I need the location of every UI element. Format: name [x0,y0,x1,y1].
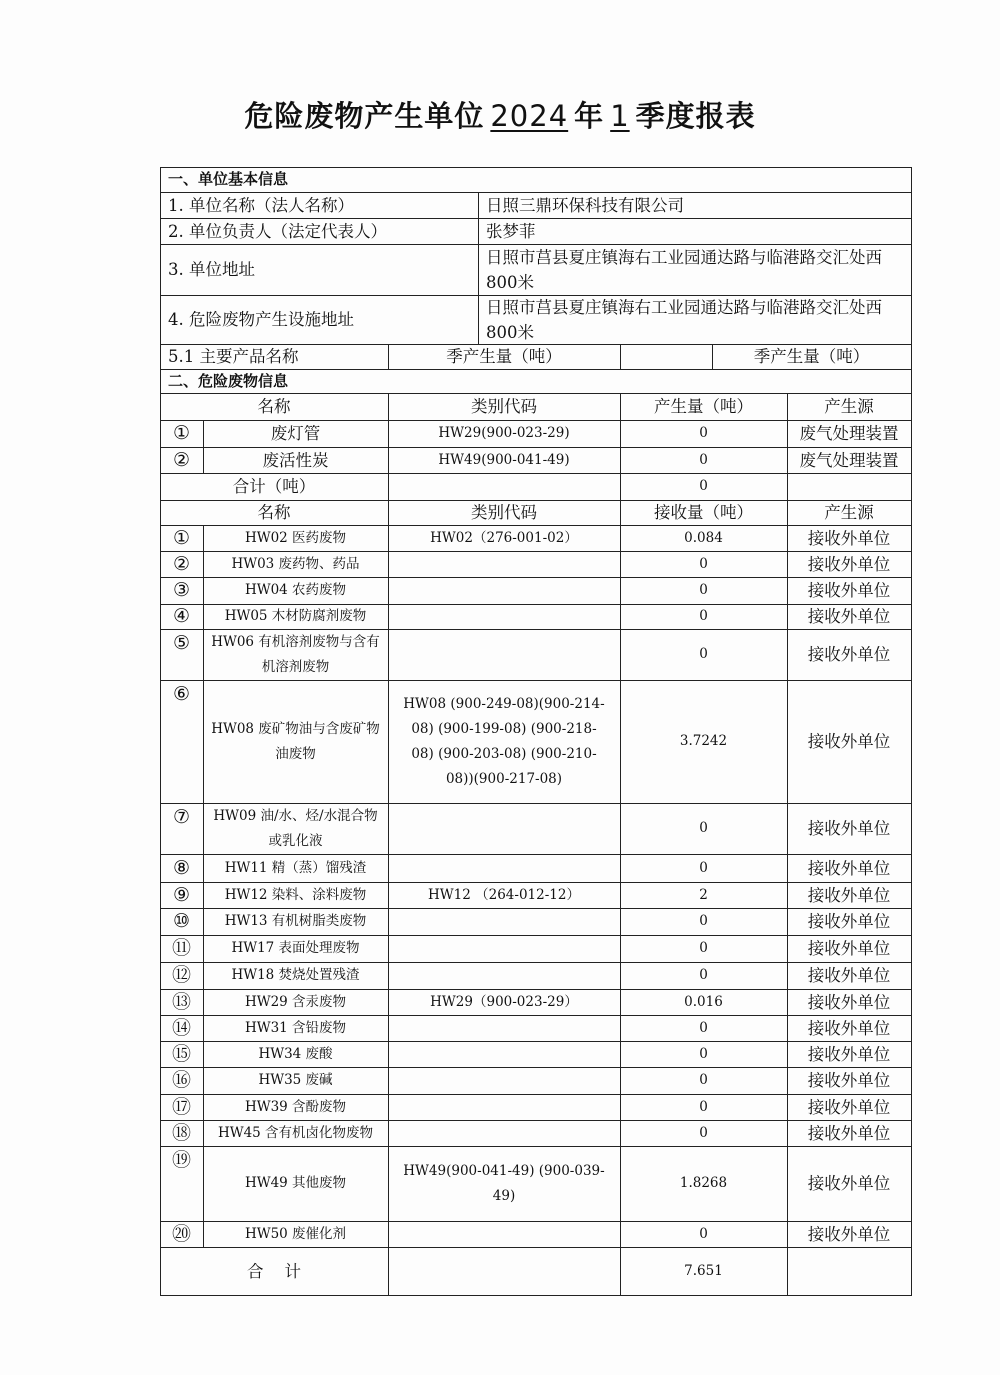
column-rule [620,500,621,526]
recv-row-number: ⑲ [171,1149,191,1171]
recv-row-number: ⑳ [171,1222,191,1245]
recv-row-number: ⑥ [172,683,191,705]
recv-row-amount: 0 [699,1098,708,1115]
column-rule [620,989,621,1016]
recv-row-amount: 0 [699,555,708,572]
gen-row-name: 废灯管 [270,424,321,443]
column-rule [620,604,621,630]
column-rule [388,1041,389,1068]
recv-row-name: HW45 含有机卤化物废物 [217,1124,374,1141]
column-rule [787,935,788,963]
column-rule [388,1221,389,1248]
column-rule [203,854,204,883]
info-value: 日照三鼎环保科技有限公司 [486,195,684,215]
product-label: 5.1 主要产品名称 [168,347,299,366]
info-value: 张梦菲 [486,221,536,241]
column-rule [203,1015,204,1042]
column-rule [620,803,621,855]
recv-row-name: HW03 废药物、药品 [231,555,360,572]
column-rule [620,1041,621,1068]
column-rule [203,882,204,909]
recv-row-amount: 0 [699,582,708,598]
column-rule [203,551,204,578]
gen-row-code: HW49(900-041-49) [438,451,570,468]
column-rule [787,1041,788,1068]
column-rule [388,420,389,448]
recv-row-name: HW17 表面处理废物 [231,940,360,956]
recv-row-amount: 0 [699,967,708,983]
column-rule [203,1094,204,1121]
column-rule [787,525,788,552]
recv-row-code [388,962,620,989]
recv-row-code [388,551,620,577]
recv-row-amount: 0.016 [684,993,723,1010]
info-label: 3. 单位地址 [168,260,255,279]
recv-row-code [388,854,620,882]
column-rule [620,629,621,681]
info-value: 日照市莒县夏庄镇海右工业园通达路与临港路交汇处西800米 [486,247,882,292]
column-rule [203,680,204,804]
column-rule [478,295,479,345]
recv-row-source: 接收外单位 [807,1224,891,1244]
column-rule [388,473,389,501]
recv-row-amount: 2 [699,886,708,903]
column-rule [787,1120,788,1147]
column-rule [478,218,479,245]
recv-row-name: HW50 废催化剂 [244,1225,347,1242]
recv-row-name: HW31 含铅废物 [244,1019,347,1036]
recv-row-number: ⑦ [172,806,191,828]
recv-row-name: HW49 其他废物 [244,1175,347,1191]
recv-row-source: 接收外单位 [807,581,891,600]
gen-row-code: HW29(900-023-29) [438,425,570,441]
recv-row-source: 接收外单位 [807,607,891,626]
column-rule [620,1094,621,1121]
recv-row-source: 接收外单位 [807,858,891,878]
total-label: 合 计 [247,1261,301,1281]
recv-row-amount: 0 [699,1225,708,1242]
column-rule [203,962,204,990]
column-rule [620,908,621,936]
column-rule [388,1067,389,1095]
gen-row-amount: 0 [699,451,708,468]
column-rule [203,1120,204,1147]
column-rule [203,935,204,963]
column-rule [787,500,788,526]
column-rule [160,167,161,1296]
info-label: 1. 单位名称（法人名称） [168,195,354,215]
report-table [160,167,911,1296]
column-rule [620,962,621,990]
recv-row-code [388,604,620,629]
recv-row-source: 接收外单位 [807,885,891,905]
recv-row-source: 接收外单位 [807,1123,891,1143]
gen-row-name: 废活性炭 [262,450,329,470]
recv-row-code [388,1041,620,1067]
recv-row-code: HW29（900-023-29） [430,993,578,1010]
column-rule [787,577,788,605]
column-rule [388,908,389,936]
recv-row-code [388,577,620,604]
recv-row-code: HW12 （264-012-12） [428,886,580,903]
recv-row-amount: 3.7242 [679,733,728,749]
recv-row-code [388,1120,620,1146]
column-rule [478,192,479,219]
recv-row-name: HW05 木材防腐剂废物 [224,608,367,624]
recv-row-code: HW02（276-001-02） [430,529,578,546]
column-rule [203,525,204,552]
recv-row-source: 接收外单位 [807,732,891,751]
column-rule [620,854,621,883]
recv-row-number: ③ [172,579,191,601]
recv-row-code [388,803,620,854]
column-rule [388,803,389,855]
report-year: 2024 [490,99,569,133]
column-rule [388,344,389,370]
column-rule [620,935,621,963]
recv-row-number: ⑯ [171,1069,191,1091]
column-rule [620,420,621,448]
column-rule [388,989,389,1016]
column-rule [787,1221,788,1248]
recv-row-number: ⑧ [172,856,191,879]
column-rule [620,393,621,421]
column-rule [787,1247,788,1296]
column-rule [388,500,389,526]
column-rule [620,1146,621,1222]
column-rule [203,1146,204,1222]
recv-row-amount: 0 [699,1124,708,1141]
recv-row-name: HW34 废酸 [258,1045,333,1062]
column-rule [787,1015,788,1042]
recv-row-code [388,629,620,680]
column-rule [388,962,389,990]
column-rule [388,577,389,605]
recv-row-source: 接收外单位 [807,528,891,548]
recv-row-code [388,1067,620,1094]
column-rule [388,1015,389,1042]
recv-row-amount: 0 [699,1045,708,1062]
column-rule [620,680,621,804]
column-rule [203,1041,204,1068]
column-rule [620,551,621,578]
recv-row-name: HW35 废碱 [258,1072,333,1088]
recv-row-number: ⑪ [171,937,191,959]
column-rule [203,420,204,448]
row-rule [160,1295,912,1296]
recv-row-name: HW18 焚烧处置残渣 [231,967,360,983]
column-rule [388,629,389,681]
recv-row-name: HW12 染料、涂料废物 [224,886,367,903]
recv-row-name: HW29 含汞废物 [244,993,347,1010]
recv-row-name: HW11 精（蒸）馏残渣 [224,859,367,876]
column-rule [203,629,204,681]
column-rule [620,525,621,552]
column-rule [787,551,788,578]
column-rule [203,908,204,936]
column-rule [620,473,621,501]
column-rule [787,989,788,1016]
recv-row-name: HW13 有机树脂类废物 [224,913,367,929]
column-rule [388,1247,389,1296]
info-label: 2. 单位负责人（法定代表人） [168,221,387,241]
gen-total-label: 合计（吨） [232,477,316,496]
section-title-waste-info: 二、危险废物信息 [168,371,289,390]
recv-row-number: ⑱ [171,1121,191,1144]
title-prefix: 危险废物产生单位 [244,99,485,133]
column-rule [787,393,788,421]
column-rule [478,244,479,296]
column-rule [203,803,204,855]
recv-row-amount: 0 [699,940,708,956]
total-value: 7.651 [684,1262,723,1279]
column-rule [620,1120,621,1147]
info-label: 4. 危险废物产生设施地址 [168,310,354,329]
column-rule [787,1146,788,1222]
column-rule [203,447,204,474]
quarter-output-label: 季产生量（吨） [446,347,562,366]
gen-row-source: 废气处理装置 [799,424,899,443]
gen-row-source: 废气处理装置 [799,450,899,470]
column-rule [388,1146,389,1222]
column-rule [787,854,788,883]
gen-header-amount: 产生量（吨） [654,397,753,416]
column-rule [388,393,389,421]
column-rule [911,167,912,1296]
column-rule [787,908,788,936]
recv-row-source: 接收外单位 [807,554,891,574]
info-value: 日照市莒县夏庄镇海右工业园通达路与临港路交汇处西800米 [486,297,882,342]
column-rule [203,1067,204,1095]
column-rule [787,1094,788,1121]
title-suffix: 季度报表 [635,99,756,133]
column-rule [388,1120,389,1147]
recv-row-amount: 0 [699,859,708,876]
recv-row-name: HW39 含酚废物 [244,1098,347,1115]
column-rule [203,577,204,605]
gen-total-value: 0 [699,478,708,494]
recv-row-amount: 0.084 [684,529,723,546]
column-rule [388,551,389,578]
recv-row-source: 接收外单位 [807,912,891,931]
recv-row-number: ⑤ [172,632,191,654]
column-rule [620,577,621,605]
column-rule [203,604,204,630]
recv-row-number: ② [172,552,191,575]
recv-header-code: 类别代码 [471,503,537,522]
column-rule [620,344,621,370]
recv-row-number: ⑰ [171,1095,191,1118]
recv-row-amount: 1.8268 [679,1175,728,1191]
recv-row-number: ⑭ [171,1016,191,1039]
column-rule [787,882,788,909]
report-quarter: 1 [610,99,630,133]
column-rule [388,854,389,883]
column-rule [388,935,389,963]
quarter-output-label-2: 季产生量（吨） [753,347,870,366]
column-rule [203,1221,204,1248]
recv-row-name: HW06 有机溶剂废物与含有机溶剂废物 [211,633,380,675]
recv-row-number: ⑮ [171,1042,191,1065]
recv-row-code [388,935,620,962]
recv-header-source: 产生源 [824,503,874,522]
recv-row-number: ⑨ [172,883,191,906]
column-rule [203,989,204,1016]
recv-row-source: 接收外单位 [807,1174,891,1193]
recv-header-amount: 接收量（吨） [654,503,753,522]
recv-header-name: 名称 [257,503,291,522]
recv-row-code [388,1221,620,1247]
column-rule [787,473,788,501]
column-rule [620,1015,621,1042]
recv-row-source: 接收外单位 [807,1071,891,1090]
gen-row-number: ① [172,422,191,444]
column-rule [787,447,788,474]
column-rule [787,420,788,448]
recv-row-amount: 0 [699,1072,708,1088]
recv-row-source: 接收外单位 [807,966,891,985]
column-rule [388,447,389,474]
recv-row-code: HW08 (900-249-08)(900-214-08) (900-199-08) (900-218-08) (900-203-08) (900-210-08))(900-217-08) [403,695,605,787]
column-rule [787,629,788,681]
column-rule [388,882,389,909]
recv-row-amount: 0 [699,646,708,662]
column-rule [388,525,389,552]
recv-row-amount: 0 [699,913,708,929]
column-rule [620,1247,621,1296]
section-title-basic-info: 一、单位基本信息 [168,170,289,188]
recv-row-amount: 0 [699,1019,708,1036]
column-rule [787,962,788,990]
recv-row-code [388,1094,620,1120]
column-rule [787,604,788,630]
recv-row-name: HW04 农药废物 [244,582,347,598]
gen-header-name: 名称 [257,397,291,416]
column-rule [712,344,713,370]
recv-row-number: ① [172,526,191,549]
column-rule [787,803,788,855]
gen-row-amount: 0 [699,425,708,441]
recv-row-number: ⑩ [172,910,191,932]
recv-row-code: HW49(900-041-49) (900-039-49) [403,1162,605,1204]
recv-row-source: 接收外单位 [807,992,891,1012]
recv-row-source: 接收外单位 [807,1097,891,1117]
recv-row-name: HW08 废矿物油与含废矿物油废物 [211,720,380,762]
column-rule [787,680,788,804]
year-suffix: 年 [574,99,605,133]
recv-row-source: 接收外单位 [807,1018,891,1038]
gen-header-code: 类别代码 [471,397,537,416]
column-rule [620,447,621,474]
column-rule [388,680,389,804]
recv-row-name: HW09 油/水、烃/水混合物或乳化液 [213,807,378,849]
recv-row-amount: 0 [699,608,708,624]
recv-row-code [388,1015,620,1041]
recv-row-source: 接收外单位 [807,1044,891,1064]
gen-header-source: 产生源 [824,397,874,416]
column-rule [787,1067,788,1095]
recv-row-number: ⑫ [171,964,191,986]
recv-row-source: 接收外单位 [807,819,891,838]
recv-row-name: HW02 医药废物 [244,529,347,546]
column-rule [388,604,389,630]
report-title [0,94,1000,135]
recv-row-code [388,908,620,935]
column-rule [388,1094,389,1121]
recv-row-number: ⑬ [171,990,191,1013]
recv-row-amount: 0 [699,820,708,836]
column-rule [620,1221,621,1248]
recv-row-source: 接收外单位 [807,939,891,958]
column-rule [620,882,621,909]
column-rule [620,1067,621,1095]
gen-row-number: ② [172,448,191,471]
recv-row-source: 接收外单位 [807,645,891,664]
recv-row-number: ④ [172,605,191,627]
